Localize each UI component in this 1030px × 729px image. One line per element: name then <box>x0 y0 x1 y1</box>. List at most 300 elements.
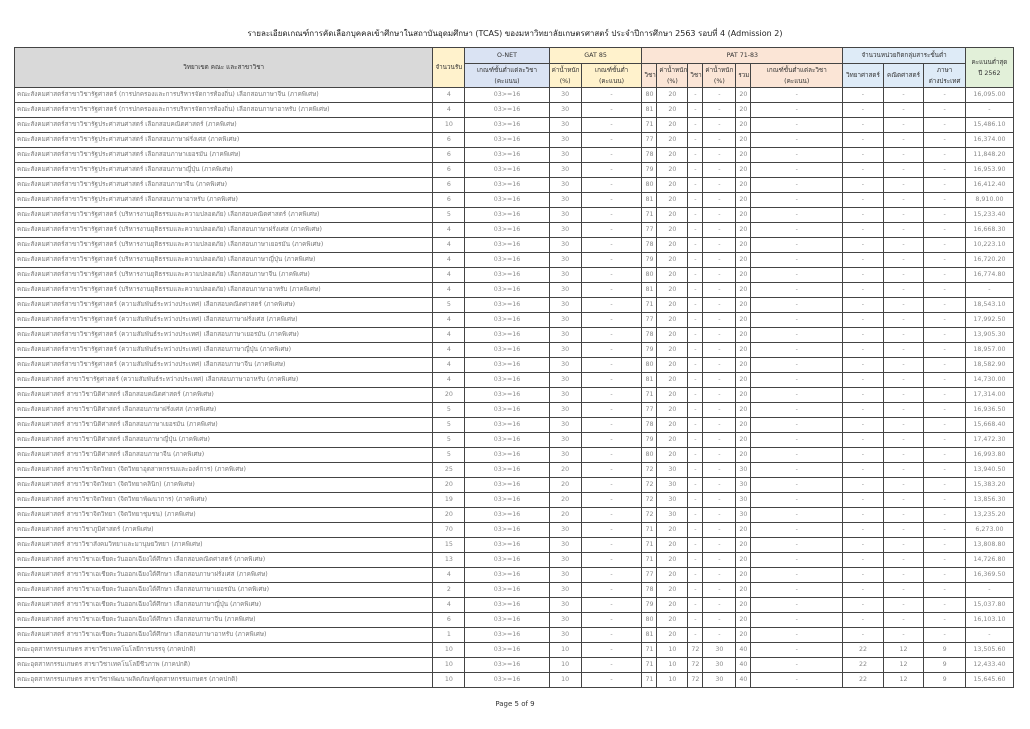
cell-credit-language: - <box>924 433 966 448</box>
cell-pat-min: - <box>751 523 843 538</box>
cell-onet-min: 03>=16 <box>465 298 549 313</box>
cell-pat-min: - <box>751 223 843 238</box>
header-pat-weight2-unit: (%) <box>713 77 725 85</box>
cell-pat-subject1: 71 <box>642 538 657 553</box>
header-credit-language-line2: ต่างประเทศ <box>928 77 961 85</box>
cell-credit-math: - <box>883 523 924 538</box>
table-row <box>15 433 1014 448</box>
cell-program: คณะสังคมศาสตร์สาขาวิชารัฐศาสตร์ (ความสัมพันธ์ระหว่างประเทศ) เลือกสอบภาษาญี่ปุ่น (ภาคพิเศษ) <box>15 343 433 358</box>
cell-pat-subject1: 72 <box>642 508 657 523</box>
header-gat-min <box>581 64 642 88</box>
cell-onet-min: 03>=16 <box>465 643 549 658</box>
table-row <box>15 133 1014 148</box>
cell-pat-weight1: 20 <box>657 208 688 223</box>
cell-program: คณะสังคมศาสตร์สาขาวิชารัฐศาสตร์ (บริหารงานยุติธรรมและความปลอดภัย) เลือกสอบภาษาเยอรมัน (ภาคพิเศษ) <box>15 238 433 253</box>
cell-credit-language: - <box>924 163 966 178</box>
cell-min-score-2562: 16,374.00 <box>965 133 1013 148</box>
cell-pat-subject2: - <box>688 538 703 553</box>
cell-credit-math: - <box>883 88 924 103</box>
cell-program: คณะสังคมศาสตร์ สาขาวิชานิติศาสตร์ เลือกสอบภาษาเยอรมัน (ภาคพิเศษ) <box>15 418 433 433</box>
cell-gat-weight: 30 <box>549 328 581 343</box>
cell-pat-subject1: 71 <box>642 523 657 538</box>
cell-onet-min: 03>=16 <box>465 118 549 133</box>
cell-min-score-2562: 15,668.40 <box>965 418 1013 433</box>
cell-credit-science: - <box>843 238 884 253</box>
cell-credit-math: - <box>883 103 924 118</box>
header-pat-weight2-label: ค่าน้ำหนัก <box>705 66 734 74</box>
cell-program: คณะสังคมศาสตร์สาขาวิชารัฐศาสตร์ (ความสัมพันธ์ระหว่างประเทศ) เลือกสอบภาษาจีน (ภาคพิเศษ) <box>15 358 433 373</box>
cell-onet-min: 03>=16 <box>465 253 549 268</box>
cell-credit-language: - <box>924 448 966 463</box>
cell-program: คณะสังคมศาสตร์สาขาวิชารัฐศาสตร์ (บริหารงานยุติธรรมและความปลอดภัย) เลือกสอบคณิตศาสตร์ (ภาคพิเศษ) <box>15 208 433 223</box>
cell-pat-min: - <box>751 208 843 223</box>
cell-pat-weight1: 20 <box>657 403 688 418</box>
cell-gat-weight: 10 <box>549 673 581 688</box>
admission-criteria-table <box>14 47 1014 688</box>
cell-pat-weight1: 20 <box>657 88 688 103</box>
cell-onet-min: 03>=16 <box>465 628 549 643</box>
cell-pat-weight1: 20 <box>657 313 688 328</box>
cell-pat-weight2: - <box>703 508 736 523</box>
cell-onet-min: 03>=16 <box>465 433 549 448</box>
cell-pat-subject2: - <box>688 568 703 583</box>
cell-pat-weight1: 20 <box>657 523 688 538</box>
cell-pat-subject1: 79 <box>642 253 657 268</box>
cell-pat-weight2: - <box>703 193 736 208</box>
cell-gat-min: - <box>581 643 642 658</box>
cell-credit-math: - <box>883 508 924 523</box>
cell-min-score-2562: 16,774.80 <box>965 268 1013 283</box>
cell-gat-min: - <box>581 268 642 283</box>
cell-pat-min: - <box>751 118 843 133</box>
cell-pat-weight2: - <box>703 133 736 148</box>
cell-pat-weight1: 20 <box>657 448 688 463</box>
cell-program: คณะสังคมศาสตร์สาขาวิชารัฐประศาสนศาสตร์ เลือกสอบภาษาญี่ปุ่น (ภาคพิเศษ) <box>15 163 433 178</box>
cell-credit-language: - <box>924 88 966 103</box>
cell-gat-weight: 30 <box>549 193 581 208</box>
cell-credit-math: - <box>883 178 924 193</box>
table-row <box>15 178 1014 193</box>
cell-min-score-2562: 8,910.00 <box>965 193 1013 208</box>
cell-min-score-2562: 18,582.90 <box>965 358 1013 373</box>
cell-pat-weight2: - <box>703 553 736 568</box>
table-row <box>15 448 1014 463</box>
header-credit-language <box>924 64 966 88</box>
cell-pat-total: 20 <box>736 193 751 208</box>
cell-gat-weight: 30 <box>549 133 581 148</box>
cell-credit-science: - <box>843 133 884 148</box>
cell-credit-language: - <box>924 328 966 343</box>
cell-onet-min: 03>=16 <box>465 508 549 523</box>
cell-pat-weight1: 30 <box>657 508 688 523</box>
cell-onet-min: 03>=16 <box>465 403 549 418</box>
cell-credit-math: - <box>883 433 924 448</box>
cell-gat-weight: 30 <box>549 583 581 598</box>
cell-seats: 4 <box>433 358 465 373</box>
cell-pat-total: 40 <box>736 673 751 688</box>
cell-gat-min: - <box>581 223 642 238</box>
cell-pat-subject2: - <box>688 88 703 103</box>
cell-pat-subject1: 80 <box>642 613 657 628</box>
cell-gat-weight: 30 <box>549 598 581 613</box>
cell-pat-weight2: 30 <box>703 643 736 658</box>
cell-min-score-2562: 17,314.00 <box>965 388 1013 403</box>
cell-gat-min: - <box>581 148 642 163</box>
cell-onet-min: 03>=16 <box>465 343 549 358</box>
cell-pat-min: - <box>751 103 843 118</box>
cell-pat-weight2: - <box>703 538 736 553</box>
cell-pat-total: 20 <box>736 418 751 433</box>
cell-credit-language: - <box>924 148 966 163</box>
cell-seats: 5 <box>433 418 465 433</box>
cell-pat-subject2: - <box>688 418 703 433</box>
cell-pat-subject1: 71 <box>642 118 657 133</box>
cell-credit-math: - <box>883 148 924 163</box>
cell-pat-weight1: 10 <box>657 658 688 673</box>
cell-min-score-2562: 16,936.50 <box>965 403 1013 418</box>
cell-onet-min: 03>=16 <box>465 328 549 343</box>
page-number: Page 5 of 9 <box>495 700 535 708</box>
cell-pat-total: 20 <box>736 208 751 223</box>
cell-min-score-2562: 11,848.20 <box>965 148 1013 163</box>
table-row <box>15 538 1014 553</box>
cell-gat-min: - <box>581 493 642 508</box>
cell-credit-math: - <box>883 568 924 583</box>
table-row <box>15 643 1014 658</box>
cell-pat-min: - <box>751 628 843 643</box>
cell-program: คณะสังคมศาสตร์ สาขาวิชาเอเชียตะวันออกเฉียงใต้ศึกษา เลือกสอบภาษาฝรั่งเศส (ภาคพิเศษ) <box>15 568 433 583</box>
cell-seats: 6 <box>433 178 465 193</box>
cell-seats: 20 <box>433 388 465 403</box>
cell-seats: 25 <box>433 463 465 478</box>
cell-min-score-2562: 17,992.50 <box>965 313 1013 328</box>
cell-credit-science: - <box>843 553 884 568</box>
cell-pat-subject2: - <box>688 523 703 538</box>
cell-gat-weight: 30 <box>549 253 581 268</box>
cell-credit-language: - <box>924 208 966 223</box>
table-row <box>15 193 1014 208</box>
cell-pat-total: 20 <box>736 568 751 583</box>
table-row <box>15 568 1014 583</box>
cell-pat-total: 20 <box>736 538 751 553</box>
cell-gat-min: - <box>581 178 642 193</box>
cell-pat-min: - <box>751 508 843 523</box>
table-body <box>15 88 1014 688</box>
cell-gat-min: - <box>581 568 642 583</box>
cell-credit-math: - <box>883 388 924 403</box>
cell-min-score-2562: 16,720.20 <box>965 253 1013 268</box>
table-row <box>15 358 1014 373</box>
cell-gat-min: - <box>581 523 642 538</box>
cell-pat-weight1: 20 <box>657 388 688 403</box>
cell-pat-weight1: 20 <box>657 133 688 148</box>
cell-pat-subject1: 72 <box>642 478 657 493</box>
cell-program: คณะสังคมศาสตร์สาขาวิชารัฐศาสตร์ (ความสัมพันธ์ระหว่างประเทศ) เลือกสอบภาษาฝรั่งเศส (ภาคพิเศษ) <box>15 313 433 328</box>
cell-pat-subject1: 77 <box>642 568 657 583</box>
cell-credit-language: - <box>924 298 966 313</box>
table-row <box>15 478 1014 493</box>
cell-program: คณะสังคมศาสตร์สาขาวิชารัฐประศาสนศาสตร์ เลือกสอบภาษาจีน (ภาคพิเศษ) <box>15 178 433 193</box>
cell-min-score-2562: 13,856.30 <box>965 493 1013 508</box>
cell-credit-science: - <box>843 193 884 208</box>
cell-program: คณะสังคมศาสตร์สาขาวิชารัฐศาสตร์ (บริหารงานยุติธรรมและความปลอดภัย) เลือกสอบภาษาจีน (ภาคพิเศษ) <box>15 268 433 283</box>
cell-onet-min: 03>=16 <box>465 223 549 238</box>
cell-gat-weight: 30 <box>549 178 581 193</box>
cell-pat-min: - <box>751 238 843 253</box>
header-gat-min-unit: (คะแนน) <box>598 77 625 85</box>
cell-credit-language: - <box>924 343 966 358</box>
cell-min-score-2562: - <box>965 583 1013 598</box>
cell-credit-science: - <box>843 448 884 463</box>
cell-min-score-2562: 15,037.80 <box>965 598 1013 613</box>
cell-credit-science: - <box>843 283 884 298</box>
cell-pat-weight1: 20 <box>657 328 688 343</box>
cell-seats: 4 <box>433 313 465 328</box>
cell-gat-min: - <box>581 298 642 313</box>
cell-gat-weight: 30 <box>549 523 581 538</box>
cell-pat-subject2: - <box>688 583 703 598</box>
cell-pat-subject2: - <box>688 268 703 283</box>
table-row <box>15 118 1014 133</box>
cell-gat-min: - <box>581 328 642 343</box>
cell-pat-weight1: 20 <box>657 193 688 208</box>
cell-pat-min: - <box>751 403 843 418</box>
cell-pat-total: 40 <box>736 658 751 673</box>
cell-credit-math: - <box>883 493 924 508</box>
header-onet-min-unit: (คะแนน) <box>494 77 520 85</box>
cell-credit-language: - <box>924 583 966 598</box>
cell-pat-subject1: 77 <box>642 133 657 148</box>
cell-pat-subject1: 80 <box>642 88 657 103</box>
header-pat: PAT 71-83 <box>642 48 843 64</box>
cell-gat-min: - <box>581 553 642 568</box>
cell-pat-weight1: 10 <box>657 673 688 688</box>
cell-pat-min: - <box>751 268 843 283</box>
cell-pat-subject2: - <box>688 298 703 313</box>
cell-gat-min: - <box>581 418 642 433</box>
cell-pat-weight1: 20 <box>657 148 688 163</box>
cell-min-score-2562: 18,543.10 <box>965 298 1013 313</box>
cell-pat-total: 20 <box>736 613 751 628</box>
cell-pat-total: 20 <box>736 133 751 148</box>
cell-pat-total: 40 <box>736 643 751 658</box>
cell-credit-math: - <box>883 553 924 568</box>
cell-pat-total: 20 <box>736 523 751 538</box>
cell-pat-subject1: 71 <box>642 673 657 688</box>
cell-pat-subject2: - <box>688 253 703 268</box>
cell-seats: 20 <box>433 478 465 493</box>
cell-gat-min: - <box>581 118 642 133</box>
cell-min-score-2562: 13,505.60 <box>965 643 1013 658</box>
cell-credit-language: - <box>924 358 966 373</box>
cell-credit-language: - <box>924 598 966 613</box>
cell-pat-weight2: - <box>703 568 736 583</box>
cell-pat-min: - <box>751 493 843 508</box>
cell-credit-language: - <box>924 523 966 538</box>
cell-pat-subject2: - <box>688 223 703 238</box>
cell-credit-language: - <box>924 103 966 118</box>
cell-gat-min: - <box>581 508 642 523</box>
cell-program: คณะสังคมศาสตร์ สาขาวิชาจิตวิทยา (จิตวิทยาอุตสาหกรรมและองค์การ) (ภาคพิเศษ) <box>15 463 433 478</box>
cell-seats: 4 <box>433 223 465 238</box>
cell-min-score-2562: 15,383.20 <box>965 478 1013 493</box>
cell-credit-math: - <box>883 253 924 268</box>
cell-credit-language: - <box>924 478 966 493</box>
document-title: รายละเอียดเกณฑ์การคัดเลือกบุคคลเข้าศึกษาในสถาบันอุดมศึกษา (TCAS) ของมหาวิทยาลัยเกษตรศาสตร์ ประจำปีการศึกษา 2563 รอบที่ 4 (Admission 2) <box>247 29 783 38</box>
cell-pat-subject1: 71 <box>642 208 657 223</box>
header-seats: จำนวนรับ <box>433 48 465 88</box>
cell-pat-subject1: 80 <box>642 448 657 463</box>
cell-credit-language: - <box>924 223 966 238</box>
cell-pat-weight2: - <box>703 493 736 508</box>
cell-gat-min: - <box>581 478 642 493</box>
cell-seats: 19 <box>433 493 465 508</box>
cell-pat-total: 20 <box>736 373 751 388</box>
header-gat-weight-label: ค่าน้ำหนัก <box>551 66 580 74</box>
cell-gat-min: - <box>581 133 642 148</box>
cell-pat-min: - <box>751 433 843 448</box>
cell-seats: 4 <box>433 598 465 613</box>
cell-pat-total: 20 <box>736 118 751 133</box>
cell-pat-min: - <box>751 658 843 673</box>
cell-credit-science: - <box>843 178 884 193</box>
cell-pat-total: 20 <box>736 178 751 193</box>
cell-gat-weight: 10 <box>549 643 581 658</box>
cell-pat-min: - <box>751 163 843 178</box>
cell-pat-subject1: 78 <box>642 418 657 433</box>
cell-credit-science: - <box>843 373 884 388</box>
table-row <box>15 388 1014 403</box>
cell-program: คณะสังคมศาสตร์ สาขาวิชาจิตวิทยา (จิตวิทยาชุมชน) (ภาคพิเศษ) <box>15 508 433 523</box>
cell-seats: 5 <box>433 298 465 313</box>
table-row <box>15 163 1014 178</box>
cell-program: คณะสังคมศาสตร์ สาขาวิชาเอเชียตะวันออกเฉียงใต้ศึกษา เลือกสอบคณิตศาสตร์ (ภาคพิเศษ) <box>15 553 433 568</box>
cell-seats: 70 <box>433 523 465 538</box>
cell-min-score-2562: 16,103.10 <box>965 613 1013 628</box>
cell-program: คณะสังคมศาสตร์สาขาวิชารัฐศาสตร์ (บริหารงานยุติธรรมและความปลอดภัย) เลือกสอบภาษาญี่ปุ่น (ภาคพิเศษ) <box>15 253 433 268</box>
cell-credit-math: - <box>883 313 924 328</box>
table-row <box>15 523 1014 538</box>
cell-pat-weight1: 20 <box>657 628 688 643</box>
cell-pat-subject2: - <box>688 508 703 523</box>
cell-pat-weight1: 20 <box>657 568 688 583</box>
cell-credit-math: - <box>883 403 924 418</box>
cell-seats: 10 <box>433 658 465 673</box>
cell-seats: 4 <box>433 328 465 343</box>
cell-program: คณะสังคมศาสตร์สาขาวิชารัฐศาสตร์ (การปกครองและการบริหารจัดการท้องถิ่น) เลือกสอบภาษาจีน (ภาคพิเศษ) <box>15 88 433 103</box>
cell-min-score-2562: - <box>965 628 1013 643</box>
cell-credit-language: - <box>924 538 966 553</box>
cell-pat-min: - <box>751 463 843 478</box>
cell-credit-math: - <box>883 538 924 553</box>
cell-program: คณะสังคมศาสตร์สาขาวิชารัฐศาสตร์ (การปกครองและการบริหารจัดการท้องถิ่น) เลือกสอบภาษาอาหรับ (ภาคพิเศษ) <box>15 103 433 118</box>
cell-gat-weight: 20 <box>549 493 581 508</box>
cell-seats: 1 <box>433 628 465 643</box>
cell-credit-math: - <box>883 373 924 388</box>
cell-credit-science: - <box>843 523 884 538</box>
cell-gat-min: - <box>581 163 642 178</box>
cell-pat-total: 20 <box>736 598 751 613</box>
cell-gat-min: - <box>581 358 642 373</box>
cell-pat-weight1: 20 <box>657 598 688 613</box>
cell-credit-science: - <box>843 103 884 118</box>
cell-pat-total: 20 <box>736 103 751 118</box>
table-row <box>15 373 1014 388</box>
table-row <box>15 673 1014 688</box>
cell-gat-min: - <box>581 343 642 358</box>
cell-credit-language: - <box>924 568 966 583</box>
cell-min-score-2562: - <box>965 283 1013 298</box>
cell-pat-weight1: 10 <box>657 643 688 658</box>
cell-onet-min: 03>=16 <box>465 553 549 568</box>
cell-seats: 13 <box>433 553 465 568</box>
header-pat-min <box>751 64 843 88</box>
cell-gat-weight: 30 <box>549 358 581 373</box>
cell-credit-math: - <box>883 463 924 478</box>
cell-gat-min: - <box>581 613 642 628</box>
header-credit-science: วิทยาศาสตร์ <box>843 64 884 88</box>
cell-min-score-2562: 13,940.50 <box>965 463 1013 478</box>
cell-program: คณะสังคมศาสตร์ สาขาวิชานิติศาสตร์ เลือกสอบภาษาญี่ปุ่น (ภาคพิเศษ) <box>15 433 433 448</box>
cell-credit-math: - <box>883 163 924 178</box>
cell-pat-total: 20 <box>736 583 751 598</box>
cell-pat-weight1: 20 <box>657 268 688 283</box>
cell-pat-min: - <box>751 298 843 313</box>
cell-program: คณะสังคมศาสตร์ สาขาวิชารัฐศาสตร์ (ความสัมพันธ์ระหว่างประเทศ) เลือกสอบภาษาอาหรับ (ภาคพิเศษ) <box>15 373 433 388</box>
cell-credit-math: - <box>883 268 924 283</box>
cell-pat-subject2: - <box>688 238 703 253</box>
cell-program: คณะสังคมศาสตร์ สาขาวิชาเอเชียตะวันออกเฉียงใต้ศึกษา เลือกสอบภาษาญี่ปุ่น (ภาคพิเศษ) <box>15 598 433 613</box>
header-pat-min-label: เกณฑ์ขั้นต่ำแต่ละวิชา <box>766 66 827 74</box>
cell-credit-math: - <box>883 583 924 598</box>
cell-gat-weight: 10 <box>549 658 581 673</box>
cell-onet-min: 03>=16 <box>465 388 549 403</box>
cell-pat-weight2: - <box>703 433 736 448</box>
cell-credit-language: - <box>924 418 966 433</box>
cell-pat-weight2: - <box>703 223 736 238</box>
header-pat-min-unit: (คะแนน) <box>784 77 810 85</box>
cell-onet-min: 03>=16 <box>465 163 549 178</box>
cell-pat-min: - <box>751 253 843 268</box>
cell-pat-min: - <box>751 343 843 358</box>
cell-credit-language: - <box>924 463 966 478</box>
cell-gat-min: - <box>581 403 642 418</box>
cell-pat-weight1: 30 <box>657 493 688 508</box>
cell-onet-min: 03>=16 <box>465 373 549 388</box>
cell-pat-weight2: - <box>703 418 736 433</box>
header-gat: GAT 85 <box>549 48 642 64</box>
cell-credit-science: - <box>843 358 884 373</box>
cell-onet-min: 03>=16 <box>465 208 549 223</box>
cell-pat-total: 20 <box>736 283 751 298</box>
cell-pat-weight1: 20 <box>657 178 688 193</box>
cell-gat-min: - <box>581 538 642 553</box>
cell-onet-min: 03>=16 <box>465 673 549 688</box>
cell-gat-min: - <box>581 253 642 268</box>
cell-gat-weight: 30 <box>549 448 581 463</box>
cell-credit-language: - <box>924 403 966 418</box>
cell-pat-weight2: 30 <box>703 658 736 673</box>
cell-program: คณะสังคมศาสตร์ สาขาวิชาจิตวิทยา (จิตวิทยาคลินิก) (ภาคพิเศษ) <box>15 478 433 493</box>
cell-pat-min: - <box>751 133 843 148</box>
cell-gat-weight: 30 <box>549 238 581 253</box>
cell-onet-min: 03>=16 <box>465 568 549 583</box>
cell-pat-weight2: - <box>703 253 736 268</box>
cell-credit-language: - <box>924 238 966 253</box>
cell-credit-math: - <box>883 238 924 253</box>
cell-pat-min: - <box>751 178 843 193</box>
table-row <box>15 313 1014 328</box>
